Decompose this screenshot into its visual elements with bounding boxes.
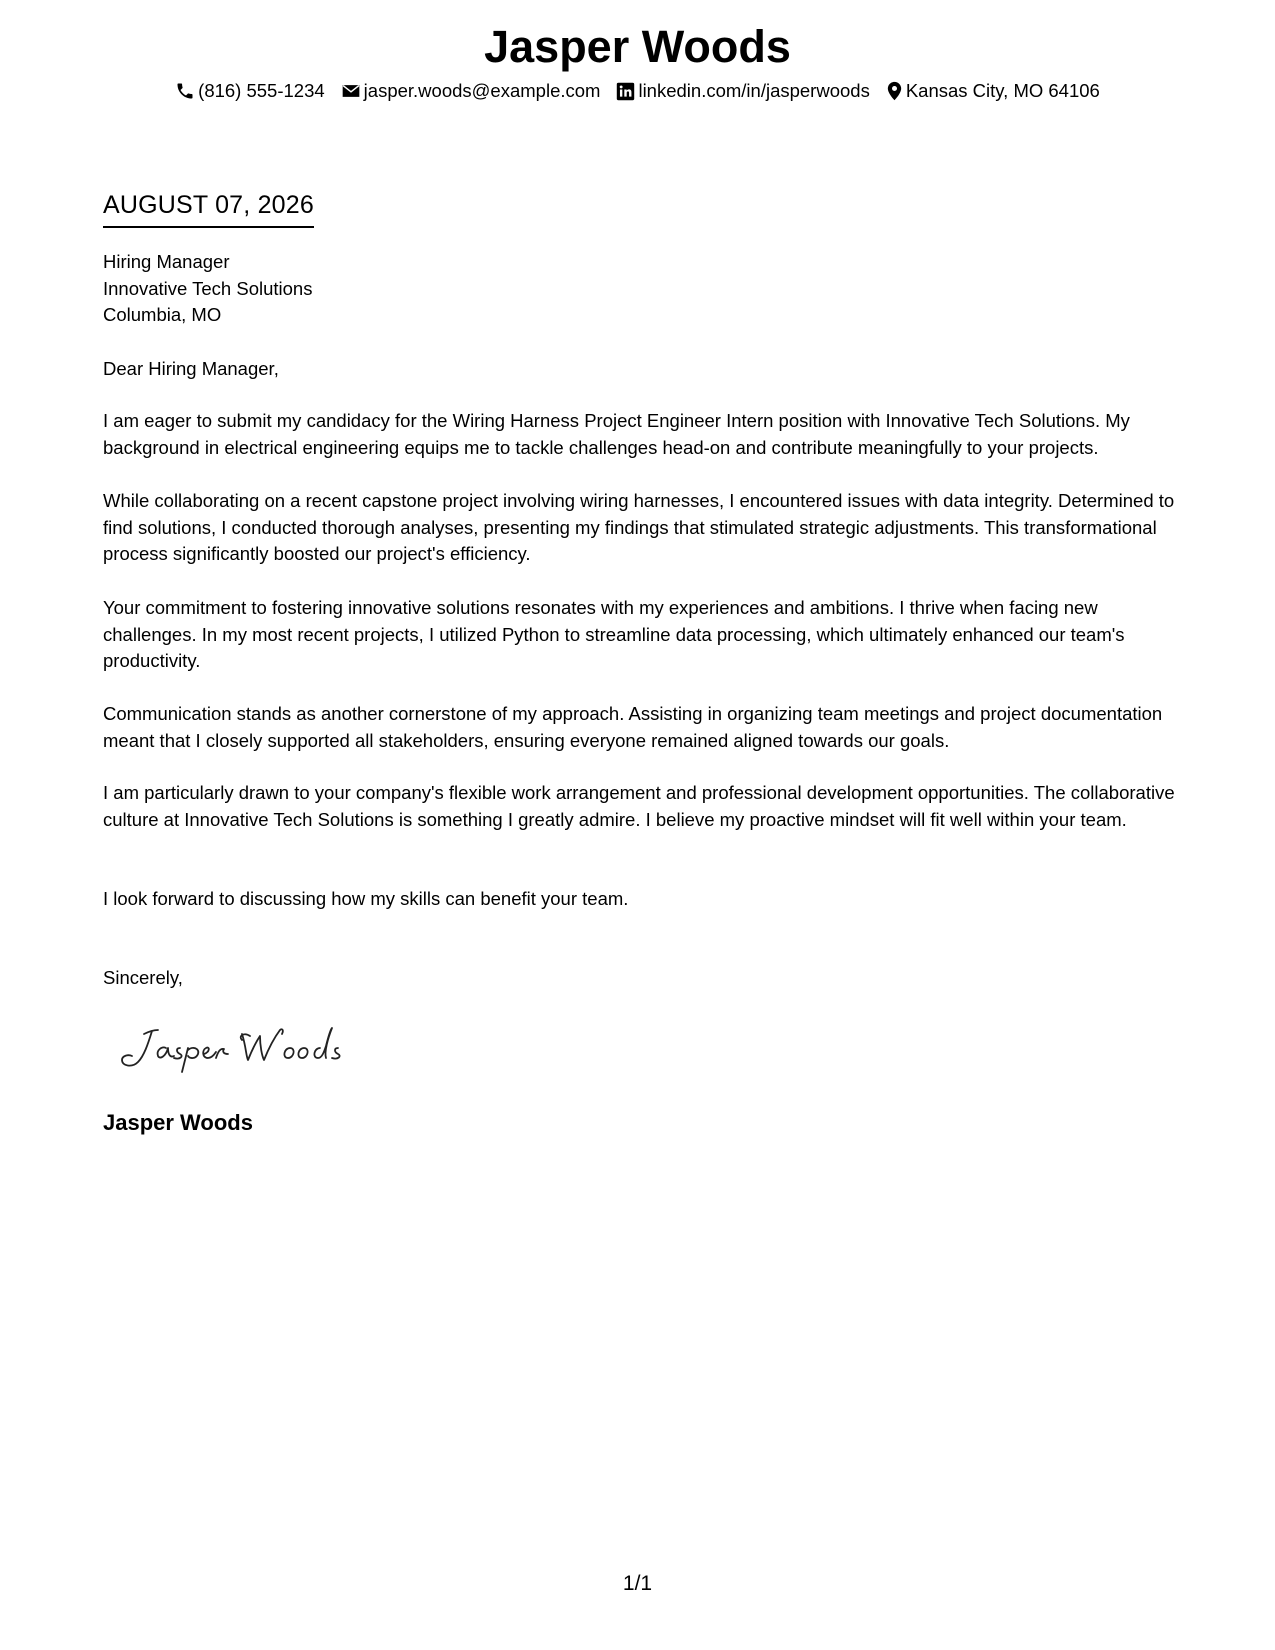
paragraph-3: Your commitment to fostering innovative solutions resonates with my experiences and ambitions. I thrive when facing new challenges. In my most recent projects, I utilized Python to streamline data processing, which ultimately enhanced our team's productivity. bbox=[103, 597, 1125, 671]
phone-icon bbox=[175, 81, 195, 101]
paragraph-5: I am particularly drawn to your company's flexible work arrangement and professional development opportunities. The collaborative culture at Innovative Tech Solutions is something I greatly admire. I believe my proactive mindset will fit well within your team. bbox=[103, 782, 1175, 830]
contact-linkedin bbox=[616, 78, 869, 104]
handwritten-signature bbox=[118, 1018, 358, 1078]
recipient-location: Columbia, MO bbox=[103, 304, 222, 325]
envelope-icon bbox=[341, 81, 361, 101]
paragraph-4: Communication stands as another cornerstone of my approach. Assisting in organizing team meetings and project documentation meant that I closely supported all stakeholders, ensuring everyone remained aligned towards our goals. bbox=[103, 703, 1163, 751]
contact-phone bbox=[175, 78, 325, 104]
linkedin-text[interactable]: linkedin.com/in/jasperwoods bbox=[638, 80, 870, 101]
page-number: 1/1 bbox=[622, 1572, 653, 1595]
paragraph-6: I look forward to discussing how my skills can benefit your team. bbox=[103, 888, 629, 909]
recipient-block bbox=[103, 249, 312, 329]
recipient-company: Innovative Tech Solutions bbox=[103, 277, 313, 299]
contact-email bbox=[341, 78, 601, 104]
location-text: Kansas City, MO 64106 bbox=[905, 80, 1100, 101]
date-block bbox=[103, 188, 314, 228]
letter-date: AUGUST 07, 2026 bbox=[103, 188, 314, 228]
applicant-name: Jasper Woods bbox=[484, 21, 791, 72]
signature-graphic bbox=[118, 1018, 358, 1078]
closing: Sincerely, bbox=[103, 967, 183, 988]
contact-location bbox=[886, 78, 1100, 104]
email-text[interactable]: jasper.woods@example.com bbox=[363, 80, 601, 101]
paragraph-1: I am eager to submit my candidacy for the Wiring Harness Project Engineer Intern position with Innovative Tech Solutions. My background in electrical engineering equips me to tackle challenges head-on and contribute meaningfully to your projects. bbox=[103, 410, 1130, 458]
paragraph-2: While collaborating on a recent capstone project involving wiring harnesses, I encountered issues with data integrity. Determined to find solutions, I conducted thorough analyses, presenting my findings that stimulated strategic adjustments. This transformational process significantly boosted our project's efficiency. bbox=[103, 490, 1175, 564]
recipient-title: Hiring Manager bbox=[103, 251, 230, 272]
map-pin-icon bbox=[886, 81, 903, 101]
linkedin-icon bbox=[616, 82, 635, 101]
signer-name: Jasper Woods bbox=[103, 1110, 253, 1135]
contact-bar bbox=[0, 78, 1275, 104]
salutation: Dear Hiring Manager, bbox=[103, 358, 279, 379]
phone-text: (816) 555-1234 bbox=[198, 80, 325, 101]
